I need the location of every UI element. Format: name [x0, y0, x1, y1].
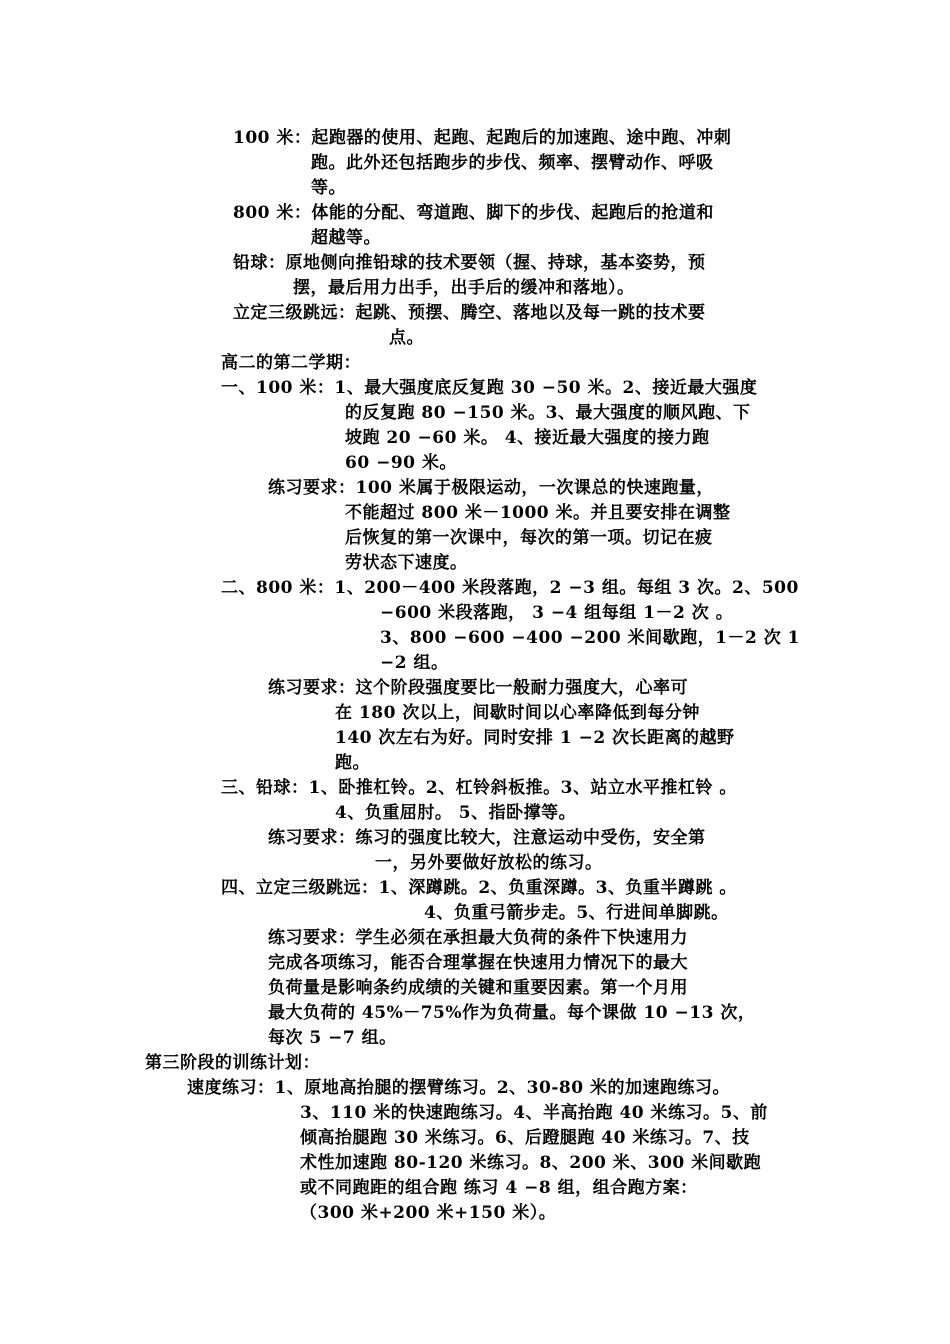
text-line: 点。 — [389, 328, 424, 348]
text-line: 练习要求：这个阶段强度要比一般耐力强度大，心率可 — [268, 678, 688, 698]
text-line: 等。 — [311, 178, 346, 198]
text-line: 负荷量是影响条约成绩的关键和重要因素。第一个月用 — [268, 978, 688, 998]
text-line: 一、100 米：1、最大强度底反复跑 30 −50 米。2、接近最大强度 — [221, 378, 758, 398]
text-line: 超越等。 — [311, 228, 381, 248]
text-line: −600 米段落跑， 3 −4 组每组 1－2 次 。 — [380, 603, 734, 623]
text-line: 每次 5 −7 组。 — [268, 1028, 397, 1048]
text-line: 800 米：体能的分配、弯道跑、脚下的步伐、起跑后的抢道和 — [233, 203, 714, 223]
text-line: 立定三级跳远：起跳、预摆、腾空、落地以及每一跳的技术要 — [233, 303, 706, 323]
text-line: 后恢复的第一次课中，每次的第一项。切记在疲 — [345, 528, 713, 548]
text-line: 完成各项练习，能否合理掌握在快速用力情况下的最大 — [268, 953, 688, 973]
section-heading: 第三阶段的训练计划： — [145, 1053, 320, 1073]
text-line: 不能超过 800 米－1000 米。并且要安排在调整 — [345, 503, 731, 523]
text-line: 4、负重弓箭步走。5、行进间单脚跳。 — [424, 903, 729, 923]
text-line: 100 米：起跑器的使用、起跑、起跑后的加速跑、途中跑、冲刺 — [233, 128, 732, 148]
text-line: 一，另外要做好放松的练习。 — [375, 853, 603, 873]
text-line: 在 180 次以上，间歇时间以心率降低到每分钟 — [335, 703, 700, 723]
text-line: 的反复跑 80 −150 米。3、最大强度的顺风跑、下 — [345, 403, 751, 423]
text-line: 倾高抬腿跑 30 米练习。6、后蹬腿跑 40 米练习。7、技 — [300, 1128, 750, 1148]
text-line: 三、铅球：1、卧推杠铃。2、杠铃斜板推。3、站立水平推杠铃 。 — [221, 778, 737, 798]
text-line: 练习要求：学生必须在承担最大负荷的条件下快速用力 — [268, 928, 688, 948]
text-line: 练习要求：练习的强度比较大，注意运动中受伤，安全第 — [268, 828, 706, 848]
text-line: （300 米+200 米+150 米）。 — [300, 1203, 557, 1223]
text-line: 3、800 −600 −400 −200 米间歇跑，1－2 次 1 — [380, 628, 801, 648]
text-line: 3、110 米的快速跑练习。4、半高抬跑 40 米练习。5、前 — [300, 1103, 768, 1123]
text-line: 跑。此外还包括跑步的步伐、频率、摆臂动作、呼吸 — [311, 153, 714, 173]
text-line: 跑。 — [335, 753, 370, 773]
text-line: 140 次左右为好。同时安排 1 −2 次长距离的越野 — [335, 728, 735, 748]
text-line: 练习要求：100 米属于极限运动，一次课总的快速跑量， — [268, 478, 714, 498]
text-line: 四、立定三级跳远：1、深蹲跳。2、负重深蹲。3、负重半蹲跳 。 — [221, 878, 737, 898]
text-line: 劳状态下速度。 — [345, 553, 468, 573]
text-line: 铅球：原地侧向推铅球的技术要领（握、持球，基本姿势，预 — [233, 253, 706, 273]
text-line: 二、800 米：1、200－400 米段落跑，2 −3 组。每组 3 次。2、500 — [221, 578, 799, 598]
text-line: 60 −90 米。 — [345, 453, 457, 473]
text-line: 术性加速跑 80-120 米练习。8、200 米、300 米间歇跑 — [300, 1153, 762, 1173]
text-line: −2 组。 — [380, 653, 449, 673]
text-line: 摆，最后用力出手，出手后的缓冲和落地）。 — [293, 278, 635, 298]
section-heading: 高二的第二学期： — [221, 353, 361, 373]
text-line: 或不同跑距的组合跑 练习 4 −8 组，组合跑方案： — [300, 1178, 698, 1198]
text-line: 最大负荷的 45%－75%作为负荷量。每个课做 10 −13 次， — [268, 1003, 756, 1023]
text-line: 4、负重屈肘。 5、指卧撑等。 — [335, 803, 577, 823]
text-line: 速度练习：1、原地高抬腿的摆臂练习。2、30-80 米的加速跑练习。 — [187, 1078, 730, 1098]
text-line: 坡跑 20 −60 米。 4、接近最大强度的接力跑 — [345, 428, 710, 448]
